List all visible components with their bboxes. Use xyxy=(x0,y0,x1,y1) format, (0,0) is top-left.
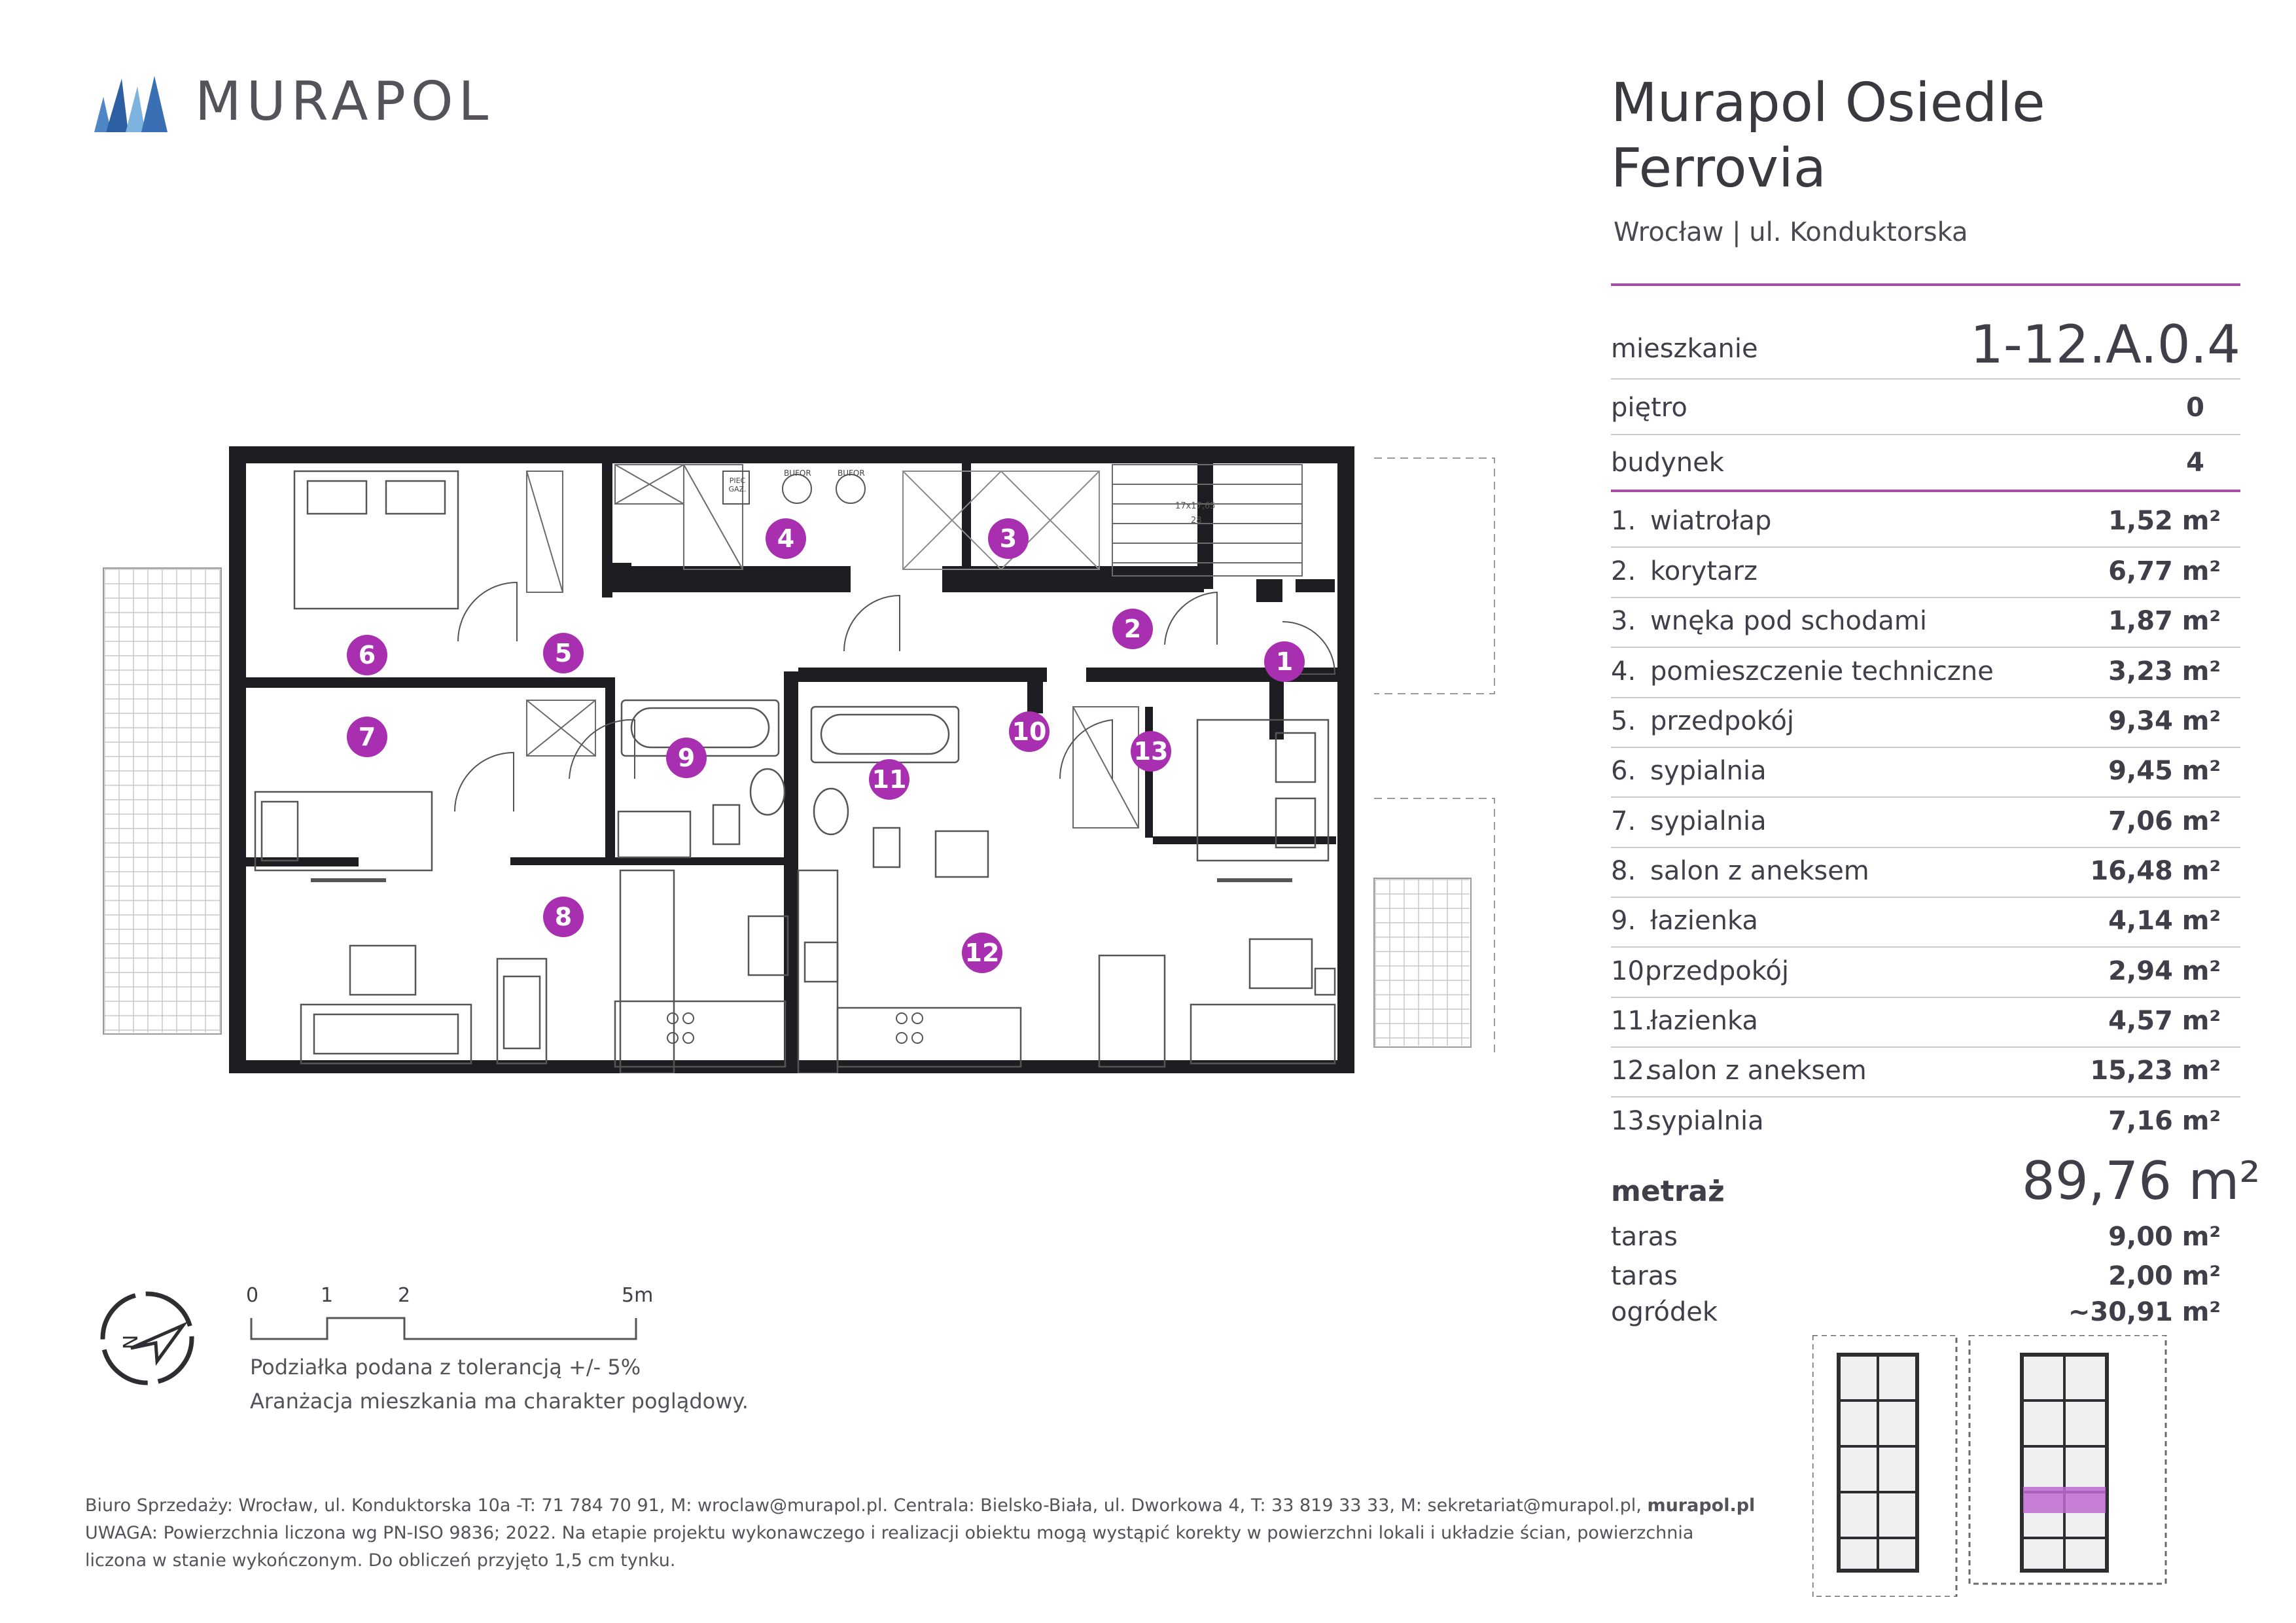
living-furniture xyxy=(301,939,1335,1067)
bufor-label-1: BUFOR xyxy=(784,469,811,478)
total-area-value: 89,76 m² xyxy=(2022,1150,2261,1211)
divider xyxy=(1611,847,2240,848)
scale-tick-5m: 5m xyxy=(622,1284,654,1307)
room-number: 4. xyxy=(1611,656,1636,687)
room-area: 7,16 m² xyxy=(2108,1106,2221,1136)
room-area: 6,77 m² xyxy=(2108,556,2221,586)
terrace-right xyxy=(1374,878,1471,1047)
project-title-line1: Murapol Osiedle xyxy=(1611,72,2045,134)
extra-area: ~30,91 m² xyxy=(2068,1297,2221,1327)
site-plan-thumbnail xyxy=(1812,1335,2179,1597)
room-name: przedpokój xyxy=(1650,706,1795,736)
svg-text:N: N xyxy=(120,1334,143,1349)
apartment-code: 1-12.A.0.4 xyxy=(1970,314,2240,375)
room-marker-2: 2 xyxy=(1112,609,1153,649)
extra-name: ogródek xyxy=(1611,1297,1718,1327)
piec-text: PIEC xyxy=(729,476,746,485)
highlighted-unit xyxy=(2023,1487,2106,1513)
arrangement-note: Aranżacja mieszkania ma charakter poglądowy. xyxy=(250,1389,749,1414)
project-title-line2: Ferrovia xyxy=(1611,137,1827,200)
room-area: 2,94 m² xyxy=(2108,956,2221,986)
accent-divider xyxy=(1611,283,2240,286)
room-area: 4,57 m² xyxy=(2108,1006,2221,1036)
scale-note: Podziałka podana z tolerancją +/- 5% xyxy=(250,1355,641,1380)
kitchen-fixtures xyxy=(615,870,1021,1073)
room-number: 9. xyxy=(1611,906,1636,936)
room-number: 12. xyxy=(1611,1056,1653,1086)
room-name: sypialnia xyxy=(1648,1106,1764,1136)
extra-area: 9,00 m² xyxy=(2108,1222,2221,1252)
tv-stands xyxy=(311,878,1292,882)
room-number: 10. xyxy=(1611,956,1653,986)
room-number: 1. xyxy=(1611,506,1636,536)
gaz-text: GAZ. xyxy=(728,485,747,493)
room-number: 3. xyxy=(1611,606,1636,636)
brand-name: MURAPOL xyxy=(195,71,494,133)
room-name: salon z aneksem xyxy=(1648,1056,1867,1086)
room-marker-5: 5 xyxy=(543,633,584,673)
accent-divider xyxy=(1611,490,2240,492)
room-marker-12: 12 xyxy=(962,933,1002,973)
room-name: korytarz xyxy=(1650,556,1757,586)
stairs-dimension: 17x17,65 xyxy=(1175,501,1216,511)
divider xyxy=(1611,1046,2240,1048)
room-marker-4: 4 xyxy=(766,518,806,559)
scale-tick-0: 0 xyxy=(246,1284,259,1307)
room-name: pomieszczenie techniczne xyxy=(1650,656,1994,687)
room-name: salon z aneksem xyxy=(1650,856,1869,886)
room-number: 7. xyxy=(1611,806,1636,836)
divider xyxy=(1611,378,2240,380)
footer-note-1: UWAGA: Powierzchnia liczona wg PN-ISO 9836; 2022. Na etapie projektu wykonawczego i realizacji obiektu mogą wystąpić korekty w powierzchni lokali i układzie ścian, powierzchnia xyxy=(85,1523,1694,1543)
room-marker-8: 8 xyxy=(543,897,584,937)
room-area: 15,23 m² xyxy=(2090,1056,2221,1086)
room-name: sypialnia xyxy=(1650,806,1767,836)
room-name: łazienka xyxy=(1650,906,1758,936)
floor-label: piętro xyxy=(1611,393,1687,423)
room-area: 3,23 m² xyxy=(2108,656,2221,687)
room-marker-9: 9 xyxy=(666,738,707,778)
logo-mark-icon xyxy=(92,72,170,134)
room-area: 9,34 m² xyxy=(2108,706,2221,736)
room-area: 9,45 m² xyxy=(2108,756,2221,786)
room-area: 4,14 m² xyxy=(2108,906,2221,936)
building-label: budynek xyxy=(1611,448,1724,478)
extra-name: taras xyxy=(1611,1222,1678,1252)
piec-label xyxy=(725,476,750,493)
room-area: 1,87 m² xyxy=(2108,606,2221,636)
divider xyxy=(1611,796,2240,798)
divider xyxy=(1611,946,2240,948)
room-name: przedpokój xyxy=(1645,956,1790,986)
footer-contact xyxy=(85,1495,1755,1516)
room-number: 11. xyxy=(1611,1006,1653,1036)
stairs-count: 28 xyxy=(1191,516,1202,526)
room-number: 8. xyxy=(1611,856,1636,886)
wardrobes xyxy=(527,465,1139,828)
divider xyxy=(1611,597,2240,598)
room-number: 2. xyxy=(1611,556,1636,586)
murapol-logo xyxy=(92,72,170,134)
floor-value: 0 xyxy=(2186,393,2204,423)
floor-plan xyxy=(92,445,1531,1073)
extra-name: taras xyxy=(1611,1261,1678,1291)
room-name: sypialnia xyxy=(1650,756,1767,786)
divider xyxy=(1611,997,2240,998)
project-location: Wrocław | ul. Konduktorska xyxy=(1614,217,1968,247)
room-name: łazienka xyxy=(1650,1006,1758,1036)
footer-contact-text: Biuro Sprzedaży: Wrocław, ul. Konduktorska 10a -T: 71 784 70 91, M: wroclaw@murapol.pl. Centrala: Bielsko-Biała, ul. Dworkowa 4, T: 33 819 33 33, M: sekretariat@murapol.pl, xyxy=(85,1495,1642,1516)
room-name: wiatrołap xyxy=(1650,506,1772,536)
room-area: 16,48 m² xyxy=(2090,856,2221,886)
room-marker-11: 11 xyxy=(869,759,910,800)
compass xyxy=(92,1283,203,1394)
room-number: 5. xyxy=(1611,706,1636,736)
garden-outline xyxy=(1374,458,1494,1054)
compass-icon xyxy=(92,1283,203,1394)
room-marker-1: 1 xyxy=(1264,641,1305,682)
room-marker-3: 3 xyxy=(988,518,1029,559)
footer-website-link[interactable]: murapol.pl xyxy=(1647,1495,1756,1516)
room-name: wnęka pod schodami xyxy=(1650,606,1927,636)
divider xyxy=(1611,747,2240,748)
bufor-label-2: BUFOR xyxy=(838,469,865,478)
room-marker-7: 7 xyxy=(347,717,387,757)
divider xyxy=(1611,647,2240,648)
divider xyxy=(1611,897,2240,898)
footer-note-2: liczona w stanie wykończonym. Do obliczeń przyjęto 1,5 cm tynku. xyxy=(85,1550,676,1571)
extra-area: 2,00 m² xyxy=(2108,1261,2221,1291)
divider xyxy=(1611,697,2240,698)
bathroom-fixtures xyxy=(618,700,988,877)
apartment-label: mieszkanie xyxy=(1611,334,1758,364)
room-number: 6. xyxy=(1611,756,1636,786)
building-value: 4 xyxy=(2186,448,2204,478)
divider xyxy=(1611,546,2240,548)
divider xyxy=(1611,1096,2240,1097)
room-marker-13: 13 xyxy=(1131,731,1171,772)
room-area: 7,06 m² xyxy=(2108,806,2221,836)
room-marker-10: 10 xyxy=(1009,711,1050,752)
room-marker-6: 6 xyxy=(347,635,387,675)
total-area-label: metraż xyxy=(1611,1175,1725,1208)
scale-tick-1: 1 xyxy=(321,1284,334,1307)
room-area: 1,52 m² xyxy=(2108,506,2221,536)
scale-tick-2: 2 xyxy=(398,1284,411,1307)
divider xyxy=(1611,434,2240,435)
scale-bar xyxy=(250,1315,643,1342)
room-number: 13. xyxy=(1611,1106,1653,1136)
